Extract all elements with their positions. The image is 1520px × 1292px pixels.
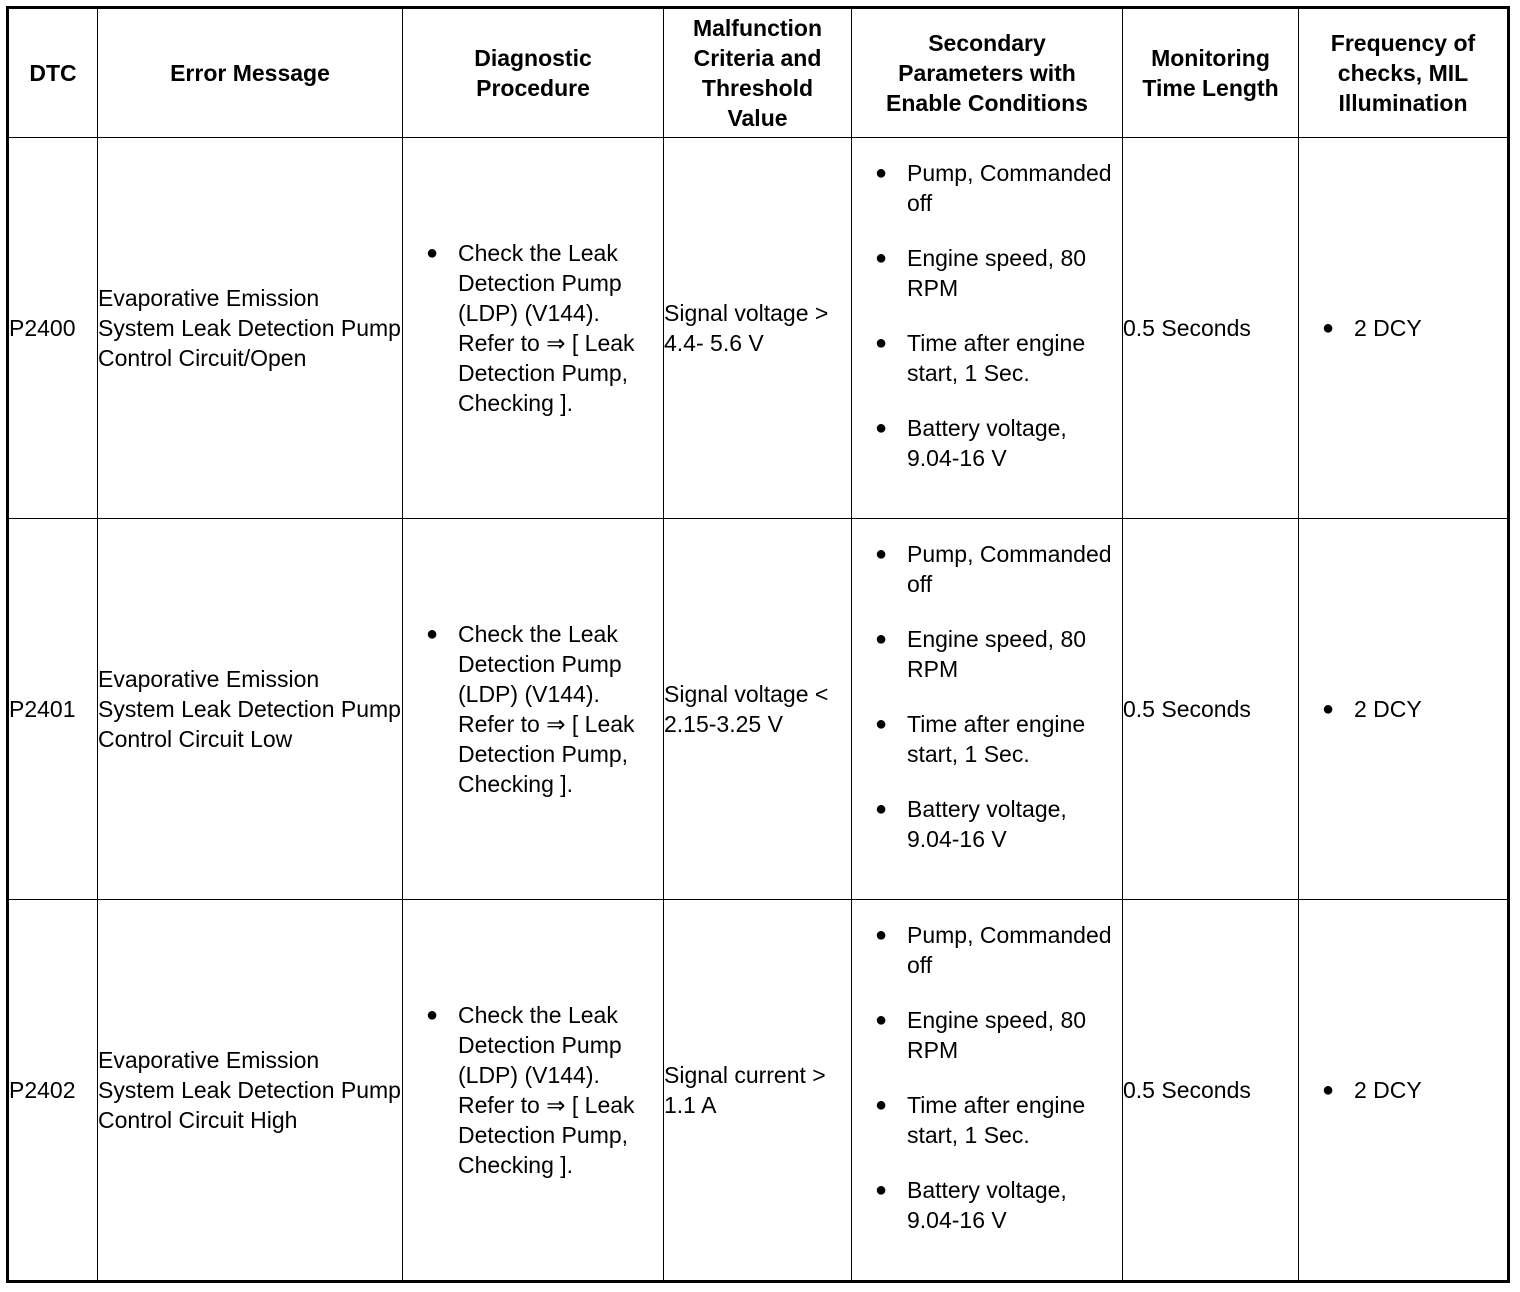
procedure-item (426, 238, 657, 418)
procedure-text: Check the Leak Detection Pump (LDP) (V144). Refer to ⇒ [ Leak Detection Pump, Checking ]. (458, 240, 635, 416)
header-diagnostic-procedure: Diagnostic Procedure (403, 8, 664, 138)
table-row (8, 519, 1509, 900)
bullet-icon: ● (875, 1009, 888, 1031)
malfunction-criteria: Signal voltage < 2.15-3.25 V (664, 519, 852, 900)
frequency-item (1322, 694, 1507, 724)
secondary-parameter-text: Battery voltage, 9.04-16 V (907, 796, 1067, 852)
dtc-code: P2401 (8, 519, 98, 900)
bullet-icon: ● (875, 628, 888, 650)
header-dtc: DTC (8, 8, 98, 138)
secondary-parameter-text: Time after engine start, 1 Sec. (907, 711, 1086, 767)
procedure-item (426, 1000, 657, 1180)
secondary-parameter (875, 328, 1118, 388)
frequency-cell (1299, 138, 1509, 519)
header-malfunction-criteria: Malfunction Criteria and Threshold Value (664, 8, 852, 138)
bullet-icon: ● (875, 1094, 888, 1116)
table-row (8, 138, 1509, 519)
secondary-parameter (875, 1175, 1118, 1235)
secondary-parameter (875, 794, 1118, 854)
bullet-icon: ● (875, 924, 888, 946)
secondary-parameter (875, 624, 1118, 684)
diagnostic-procedure-cell (403, 519, 664, 900)
header-row (8, 8, 1509, 138)
monitoring-time: 0.5 Seconds (1123, 519, 1299, 900)
bullet-icon: ● (875, 332, 888, 354)
header-secondary-parameters: Secondary Parameters with Enable Conditions (852, 8, 1123, 138)
secondary-parameter (875, 413, 1118, 473)
frequency-cell (1299, 519, 1509, 900)
diagnostic-procedure-cell (403, 900, 664, 1282)
error-message: Evaporative Emission System Leak Detection Pump Control Circuit/Open (98, 138, 403, 519)
procedure-text: Check the Leak Detection Pump (LDP) (V144). Refer to ⇒ [ Leak Detection Pump, Checking ]. (458, 1002, 635, 1178)
bullet-icon: ● (875, 162, 888, 184)
secondary-parameter (875, 1090, 1118, 1150)
error-message: Evaporative Emission System Leak Detection Pump Control Circuit Low (98, 519, 403, 900)
secondary-parameter-text: Pump, Commanded off (907, 541, 1112, 597)
secondary-parameter (875, 243, 1118, 303)
dtc-table (6, 6, 1510, 1283)
frequency-text: 2 DCY (1354, 1077, 1422, 1103)
frequency-item (1322, 1075, 1507, 1105)
bullet-icon: ● (1322, 698, 1335, 720)
secondary-parameter-text: Battery voltage, 9.04-16 V (907, 1177, 1067, 1233)
error-message: Evaporative Emission System Leak Detection Pump Control Circuit High (98, 900, 403, 1282)
bullet-icon: ● (426, 242, 439, 264)
secondary-parameter-text: Engine speed, 80 RPM (907, 1007, 1087, 1063)
header-frequency: Frequency of checks, MIL Illumination (1299, 8, 1509, 138)
diagnostic-procedure-cell (403, 138, 664, 519)
malfunction-criteria: Signal voltage > 4.4- 5.6 V (664, 138, 852, 519)
secondary-parameters-cell (852, 900, 1123, 1282)
frequency-text: 2 DCY (1354, 315, 1422, 341)
bullet-icon: ● (875, 1179, 888, 1201)
secondary-parameter (875, 1005, 1118, 1065)
frequency-item (1322, 313, 1507, 343)
dtc-code: P2402 (8, 900, 98, 1282)
table-row (8, 900, 1509, 1282)
frequency-cell (1299, 900, 1509, 1282)
secondary-parameter (875, 539, 1118, 599)
secondary-parameter-text: Pump, Commanded off (907, 922, 1112, 978)
procedure-item (426, 619, 657, 799)
secondary-parameters-cell (852, 519, 1123, 900)
monitoring-time: 0.5 Seconds (1123, 900, 1299, 1282)
secondary-parameter-text: Battery voltage, 9.04-16 V (907, 415, 1067, 471)
bullet-icon: ● (1322, 317, 1335, 339)
bullet-icon: ● (875, 713, 888, 735)
bullet-icon: ● (426, 623, 439, 645)
bullet-icon: ● (875, 798, 888, 820)
secondary-parameter-text: Engine speed, 80 RPM (907, 245, 1087, 301)
header-error-message: Error Message (98, 8, 403, 138)
monitoring-time: 0.5 Seconds (1123, 138, 1299, 519)
malfunction-criteria: Signal current > 1.1 A (664, 900, 852, 1282)
secondary-parameters-cell (852, 138, 1123, 519)
secondary-parameter-text: Engine speed, 80 RPM (907, 626, 1087, 682)
secondary-parameter (875, 920, 1118, 980)
bullet-icon: ● (875, 543, 888, 565)
bullet-icon: ● (426, 1004, 439, 1026)
header-monitoring-time: Monitoring Time Length (1123, 8, 1299, 138)
bullet-icon: ● (875, 247, 888, 269)
bullet-icon: ● (1322, 1079, 1335, 1101)
secondary-parameter-text: Time after engine start, 1 Sec. (907, 1092, 1086, 1148)
secondary-parameter-text: Pump, Commanded off (907, 160, 1112, 216)
bullet-icon: ● (875, 417, 888, 439)
secondary-parameter-text: Time after engine start, 1 Sec. (907, 330, 1086, 386)
frequency-text: 2 DCY (1354, 696, 1422, 722)
secondary-parameter (875, 709, 1118, 769)
procedure-text: Check the Leak Detection Pump (LDP) (V144). Refer to ⇒ [ Leak Detection Pump, Checking ]. (458, 621, 635, 797)
secondary-parameter (875, 158, 1118, 218)
dtc-code: P2400 (8, 138, 98, 519)
